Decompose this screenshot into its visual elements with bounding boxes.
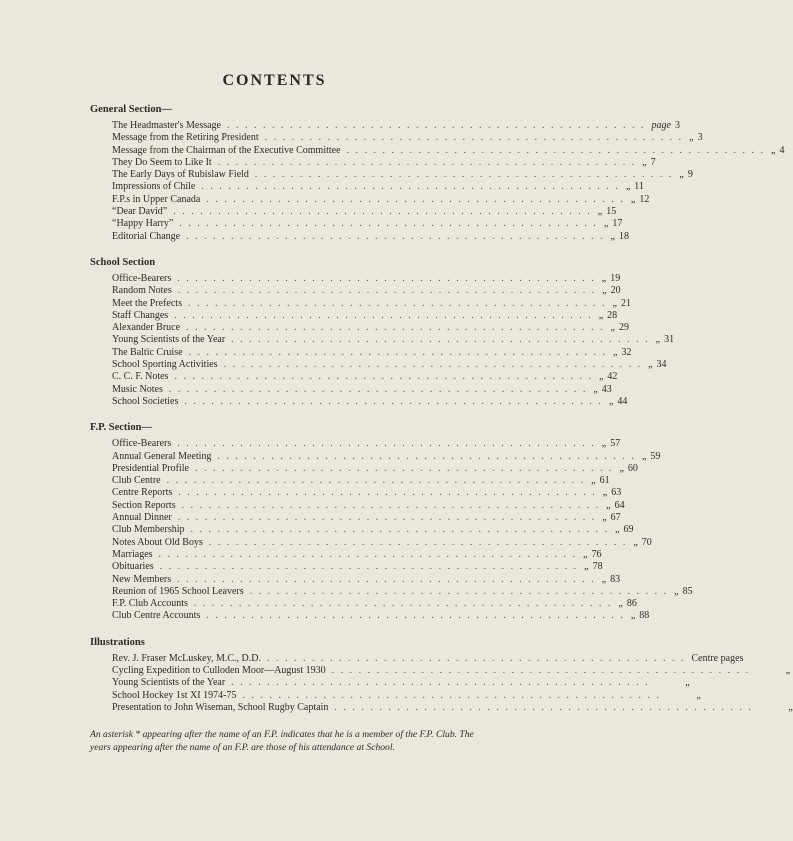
- entry-page-number: 83: [610, 573, 621, 585]
- toc-entry: [90, 438, 621, 450]
- entry-title: Impressions of Chile: [112, 181, 196, 193]
- entry-title: They Do Seem to Like It: [112, 156, 212, 168]
- toc-entry: [90, 371, 618, 383]
- entry-page-number: 67: [610, 512, 621, 524]
- entry-page-prefix: „: [601, 272, 607, 284]
- toc-entry: [90, 334, 675, 346]
- section: [90, 422, 693, 622]
- entry-page-number: 63: [611, 487, 622, 499]
- toc-entry: [90, 610, 650, 622]
- entry-title: “Dear David”: [112, 206, 168, 218]
- entry-page-number: 9: [687, 169, 693, 181]
- entry-page-number: 32: [621, 346, 632, 358]
- entry-title: School Societies: [112, 395, 179, 407]
- entry-page-prefix: „: [610, 230, 615, 242]
- entry-page-number: 61: [599, 475, 610, 487]
- entry-page-prefix: „: [606, 499, 611, 511]
- entry-page-number: 86: [626, 598, 637, 610]
- toc-entry: [90, 561, 603, 573]
- toc-entry: [90, 475, 610, 487]
- entry-page-prefix: „: [619, 462, 624, 474]
- dot-leader: . . . . . . . . . . . . . . . . . . . . . . . . . . . . . . . . . . . . . . . . . . . . . . .: [206, 610, 625, 622]
- entry-title: Reunion of 1965 School Leavers: [112, 585, 244, 597]
- entry-title: Club Membership: [112, 524, 185, 536]
- entry-page-prefix: „: [601, 573, 607, 585]
- entry-page-prefix: „: [696, 689, 701, 701]
- dot-leader: . . . . . . . . . . . . . . . . . . . . . . . . . . . . . . . . . . . . . . . . . . . . . . .: [254, 169, 674, 181]
- toc-entry: [90, 156, 656, 169]
- dot-leader: . . . . . . . . . . . . . . . . . . . . . . . . . . . . . . . . . . . . . . . . . . . . . . .: [188, 346, 608, 358]
- dot-leader: . . . . . . . . . . . . . . . . . . . . . . . . . . . . . . . . . . . . . . . . . . . . . . .: [217, 156, 637, 168]
- entry-page-prefix: „: [630, 610, 636, 622]
- entry-page-prefix: „: [641, 450, 647, 462]
- dot-leader: . . . . . . . . . . . . . . . . . . . . . . . . . . . . . . . . . . . . . . . . . . . . . . .: [217, 450, 636, 462]
- toc-entry: [90, 462, 638, 475]
- dot-leader: . . . . . . . . . . . . . . . . . . . . . . . . . . . . . . . . . . . . . . . . . . . . . . .: [226, 120, 646, 131]
- dot-leader: . . . . . . . . . . . . . . . . . . . . . . . . . . . . . . . . . . . . . . . . . . . . . . .: [242, 689, 661, 701]
- dot-leader: . . . . . . . . . . . . . . . . . . . . . . . . . . . . . . . . . . . . . . . . . . . . . . .: [201, 181, 620, 193]
- entry-page-number: 59: [650, 450, 661, 462]
- entry-title: School Hockey 1st XI 1974-75: [112, 689, 237, 701]
- entry-title: C. C. F. Notes: [112, 371, 169, 383]
- entry-page-number: 21: [620, 297, 631, 309]
- entry-title: Club Centre Accounts: [112, 610, 201, 622]
- entry-page-number: 44: [617, 395, 628, 407]
- entry-page-number: 34: [656, 359, 667, 371]
- dot-leader: . . . . . . . . . . . . . . . . . . . . . . . . . . . . . . . . . . . . . . . . . . . . . . .: [264, 132, 684, 144]
- dot-leader: . . . . . . . . . . . . . . . . . . . . . . . . . . . . . . . . . . . . . . . . . . . . . . .: [346, 144, 766, 156]
- entry-title: Staff Changes: [112, 309, 169, 321]
- dot-leader: . . . . . . . . . . . . . . . . . . . . . . . . . . . . . . . . . . . . . . . . . . . . . . .: [231, 677, 650, 689]
- entry-page-prefix: page: [651, 120, 671, 131]
- toc-entry: [90, 487, 622, 499]
- entry-title: Editorial Change: [112, 230, 181, 242]
- toc-entry: [90, 193, 650, 206]
- entry-page-prefix: „: [642, 156, 647, 168]
- entry-page-number: 60: [627, 462, 638, 474]
- entry-page-prefix: „: [648, 359, 653, 371]
- toc-entry: [90, 395, 628, 408]
- entry-page-number: 85: [682, 585, 693, 597]
- entry-title: New Members: [112, 573, 172, 585]
- entry-title: The Headmaster's Message: [112, 120, 221, 131]
- entry-title: Club Centre: [112, 475, 161, 487]
- toc-entry: [90, 181, 644, 193]
- dot-leader: . . . . . . . . . . . . . . . . . . . . . . . . . . . . . . . . . . . . . . . . . . . . . . .: [173, 206, 592, 218]
- toc-entry: [90, 536, 652, 549]
- entry-page-prefix: „: [584, 561, 589, 573]
- entry-page-prefix: „: [598, 309, 604, 321]
- entry-page-number: 88: [639, 610, 650, 622]
- contents-list: [90, 104, 793, 754]
- entry-page-prefix: „: [601, 438, 607, 450]
- entry-page-prefix: „: [771, 144, 776, 156]
- entry-page-prefix: „: [591, 475, 596, 487]
- entry-page-prefix: „: [597, 206, 603, 218]
- entry-title: Meet the Prefects: [112, 297, 182, 309]
- entry-title: Random Notes: [112, 285, 172, 297]
- toc-entry: [90, 383, 612, 396]
- entry-page-number: 20: [610, 285, 621, 297]
- footnote: An asterisk * appearing after the name of an F.P. indicates that he is a member of the F.P. Club. The years appearing after the name of an F.P. are those of his attendance at School.: [90, 729, 474, 754]
- dot-leader: . . . . . . . . . . . . . . . . . . . . . . . . . . . . . . . . . . . . . . . . . . . . . . .: [168, 383, 588, 395]
- entry-page-number: 43: [601, 383, 612, 395]
- dot-leader: . . . . . . . . . . . . . . . . . . . . . . . . . . . . . . . . . . . . . . . . . . . . . . .: [331, 664, 751, 676]
- dot-leader: . . . . . . . . . . . . . . . . . . . . . . . . . . . . . . . . . . . . . . . . . . . . . . .: [166, 475, 586, 487]
- entry-page-number: 69: [623, 524, 634, 536]
- entry-page-prefix: „: [633, 536, 638, 548]
- section-header: School Section: [90, 256, 156, 268]
- section-header: F.P. Section—: [90, 422, 152, 434]
- entry-page-prefix: „: [602, 487, 608, 499]
- entry-title: Cycling Expedition to Culloden Moor—August 1930: [112, 664, 326, 676]
- toc-entry: [90, 322, 629, 334]
- entry-page-prefix: „: [618, 598, 623, 610]
- dot-leader: . . . . . . . . . . . . . . . . . . . . . . . . . . . . . . . . . . . . . . . . . . . . . . .: [231, 334, 650, 346]
- entry-page-number: 3: [674, 120, 680, 131]
- entry-title: Young Scientists of the Year: [112, 677, 226, 689]
- entry-page-prefix: „: [689, 132, 694, 144]
- toc-entry: [90, 450, 661, 463]
- entry-title: Alexander Bruce: [112, 322, 181, 334]
- dot-leader: . . . . . . . . . . . . . . . . . . . . . . . . . . . . . . . . . . . . . . . . . . . . . . .: [194, 462, 614, 474]
- page-title: CONTENTS: [222, 72, 327, 89]
- entry-page-number: 78: [592, 561, 603, 573]
- entry-page-number: 28: [607, 309, 618, 321]
- dot-leader: . . . . . . . . . . . . . . . . . . . . . . . . . . . . . . . . . . . . . . . . . . . . . . .: [187, 297, 607, 309]
- toc-entry: [90, 573, 621, 586]
- entry-page-prefix: „: [655, 334, 661, 346]
- dot-leader: . . . . . . . . . . . . . . . . . . . . . . . . . . . . . . . . . . . . . . . . . . . . . . .: [177, 272, 596, 284]
- toc-entry: [90, 585, 693, 598]
- toc-entry: [90, 598, 637, 610]
- toc-entry: [90, 499, 625, 512]
- entry-title: Office-Bearers: [112, 438, 172, 450]
- entry-page-prefix: „: [785, 664, 791, 676]
- toc-entry: [90, 144, 785, 157]
- toc-entry: [90, 297, 631, 310]
- entry-page-number: 19: [610, 272, 621, 284]
- section: [90, 636, 793, 714]
- entry-page-prefix: „: [610, 322, 615, 334]
- dot-leader: . . . . . . . . . . . . . . . . . . . . . . . . . . . . . . . . . . . . . . . . . . . . . . .: [158, 548, 578, 560]
- entry-page-number: 12: [639, 193, 650, 205]
- entry-page-number: 18: [619, 230, 629, 242]
- toc-entry: [90, 677, 690, 689]
- toc-entry: [90, 285, 621, 297]
- entry-page-prefix: „: [615, 524, 620, 536]
- toc-entry: [90, 230, 629, 243]
- section-header: General Section—: [90, 104, 172, 115]
- entry-title: “Happy Harry”: [112, 218, 174, 230]
- entry-title: Message from the Retiring President: [112, 132, 259, 144]
- entry-page-prefix: „: [602, 512, 607, 524]
- entry-title: Young Scientists of the Year: [112, 334, 226, 346]
- entry-page-number: 70: [641, 536, 652, 548]
- section: [90, 104, 785, 243]
- toc-entry: [90, 359, 667, 371]
- toc-entry: [90, 120, 680, 132]
- entry-page-prefix: Centre pages: [691, 652, 744, 664]
- dot-leader: . . . . . . . . . . . . . . . . . . . . . . . . . . . . . . . . . . . . . . . . . . . . . . .: [174, 309, 593, 321]
- toc-entry: [90, 206, 617, 218]
- dot-leader: . . . . . . . . . . . . . . . . . . . . . . . . . . . . . . . . . . . . . . . . . . . . . . .: [193, 598, 613, 610]
- entry-page-number: 17: [612, 218, 623, 230]
- entry-title: Annual General Meeting: [112, 450, 212, 462]
- entry-title: Centre Reports: [112, 487, 173, 499]
- dot-leader: . . . . . . . . . . . . . . . . . . . . . . . . . . . . . . . . . . . . . . . . . . . . . . .: [186, 322, 605, 334]
- entry-page-number: 29: [618, 322, 629, 334]
- entry-page-prefix: „: [788, 701, 793, 713]
- entry-page-prefix: „: [679, 169, 684, 181]
- dot-leader: . . . . . . . . . . . . . . . . . . . . . . . . . . . . . . . . . . . . . . . . . . . . . . .: [159, 561, 579, 573]
- entry-page-prefix: „: [593, 383, 598, 395]
- entry-page-prefix: „: [608, 395, 614, 407]
- entry-page-number: 4: [779, 144, 785, 156]
- dot-leader: . . . . . . . . . . . . . . . . . . . . . . . . . . . . . . . . . . . . . . . . . . . . . . .: [334, 701, 753, 713]
- entry-page-prefix: „: [613, 346, 618, 358]
- entry-title: Marriages: [112, 548, 153, 560]
- dot-leader: . . . . . . . . . . . . . . . . . . . . . . . . . . . . . . . . . . . . . . . . . . . . . . .: [177, 285, 597, 297]
- toc-entry: [90, 689, 701, 702]
- entry-title: Section Reports: [112, 499, 176, 511]
- entry-page-prefix: „: [612, 297, 617, 309]
- toc-entry: [90, 664, 791, 677]
- entry-page-prefix: „: [625, 181, 631, 193]
- toc-entry: [90, 218, 623, 230]
- entry-page-prefix: „: [674, 585, 679, 597]
- section-header: Illustrations: [90, 636, 145, 648]
- entry-page-prefix: „: [602, 285, 607, 297]
- dot-leader: . . . . . . . . . . . . . . . . . . . . . . . . . . . . . . . . . . . . . . . . . . . . . . .: [178, 487, 597, 499]
- entry-title: Office-Bearers: [112, 272, 172, 284]
- dot-leader: . . . . . . . . . . . . . . . . . . . . . . . . . . . . . . . . . . . . . . . . . . . . . . .: [181, 499, 601, 511]
- entry-title: Rev. J. Fraser McLuskey, M.C., D.D.: [112, 652, 261, 664]
- toc-entry: [90, 701, 793, 714]
- entry-title: Obituaries: [112, 561, 154, 573]
- dot-leader: . . . . . . . . . . . . . . . . . . . . . . . . . . . . . . . . . . . . . . . . . . . . . . .: [186, 230, 605, 242]
- entry-title: Music Notes: [112, 383, 163, 395]
- dot-leader: . . . . . . . . . . . . . . . . . . . . . . . . . . . . . . . . . . . . . . . . . . . . . . .: [249, 585, 669, 597]
- toc-entry: [90, 346, 632, 359]
- toc-entry: [90, 309, 618, 322]
- dot-leader: . . . . . . . . . . . . . . . . . . . . . . . . . . . . . . . . . . . . . . . . . . . . . . .: [190, 524, 609, 536]
- toc-entry: [90, 524, 634, 536]
- entry-page-number: 76: [591, 548, 602, 560]
- dot-leader: . . . . . . . . . . . . . . . . . . . . . . . . . . . . . . . . . . . . . . . . . . . . . . .: [177, 573, 596, 585]
- dot-leader: . . . . . . . . . . . . . . . . . . . . . . . . . . . . . . . . . . . . . . . . . . . . . . .: [177, 438, 596, 450]
- toc-entry: [90, 132, 703, 144]
- entry-page-prefix: „: [685, 677, 690, 689]
- entry-title: The Early Days of Rubislaw Field: [112, 169, 249, 181]
- entry-page-prefix: „: [583, 548, 588, 560]
- entry-title: Message from the Chairman of the Executive Committee: [112, 144, 341, 156]
- entry-page-number: 7: [650, 156, 656, 168]
- dot-leader: . . . . . . . . . . . . . . . . . . . . . . . . . . . . . . . . . . . . . . . . . . . . . . .: [208, 536, 628, 548]
- toc-entry: [90, 512, 621, 524]
- entry-page-prefix: „: [630, 193, 636, 205]
- dot-leader: . . . . . . . . . . . . . . . . . . . . . . . . . . . . . . . . . . . . . . . . . . . . . . .: [179, 218, 598, 230]
- entry-title: F.P. Club Accounts: [112, 598, 188, 610]
- toc-entry: [90, 548, 602, 561]
- entry-title: Presidential Profile: [112, 462, 189, 474]
- entry-title: Annual Dinner: [112, 512, 172, 524]
- entry-title: School Sporting Activities: [112, 359, 218, 371]
- dot-leader: . . . . . . . . . . . . . . . . . . . . . . . . . . . . . . . . . . . . . . . . . . . . . . .: [206, 193, 625, 205]
- entry-page-prefix: „: [603, 218, 609, 230]
- dot-leader: . . . . . . . . . . . . . . . . . . . . . . . . . . . . . . . . . . . . . . . . . . . . . . .: [174, 371, 593, 383]
- entry-page-number: 57: [610, 438, 621, 450]
- entry-title: The Baltic Cruise: [112, 346, 183, 358]
- entry-title: F.P.s in Upper Canada: [112, 193, 201, 205]
- toc-entry: [90, 272, 621, 285]
- toc-entry: [90, 169, 693, 181]
- section: [90, 256, 675, 408]
- dot-leader: . . . . . . . . . . . . . . . . . . . . . . . . . . . . . . . . . . . . . . . . . . . . . . .: [177, 512, 597, 524]
- dot-leader: . . . . . . . . . . . . . . . . . . . . . . . . . . . . . . . . . . . . . . . . . . . . . . .: [184, 395, 603, 407]
- dot-leader: . . . . . . . . . . . . . . . . . . . . . . . . . . . . . . . . . . . . . . . . . . . . . . .: [223, 359, 643, 371]
- entry-title: Notes About Old Boys: [112, 536, 203, 548]
- toc-entry: [90, 652, 744, 665]
- entry-page-number: 3: [697, 132, 703, 144]
- entry-title: Presentation to John Wiseman, School Rugby Captain: [112, 701, 329, 713]
- entry-page-number: 42: [607, 371, 618, 383]
- entry-page-number: 11: [634, 181, 644, 193]
- entry-page-number: 31: [664, 334, 675, 346]
- entry-page-number: 15: [606, 206, 617, 218]
- dot-leader: . . . . . . . . . . . . . . . . . . . . . . . . . . . . . . . . . . . . . . . . . . . . . . .: [266, 652, 686, 664]
- entry-page-prefix: „: [598, 371, 604, 383]
- entry-page-number: 64: [614, 499, 625, 511]
